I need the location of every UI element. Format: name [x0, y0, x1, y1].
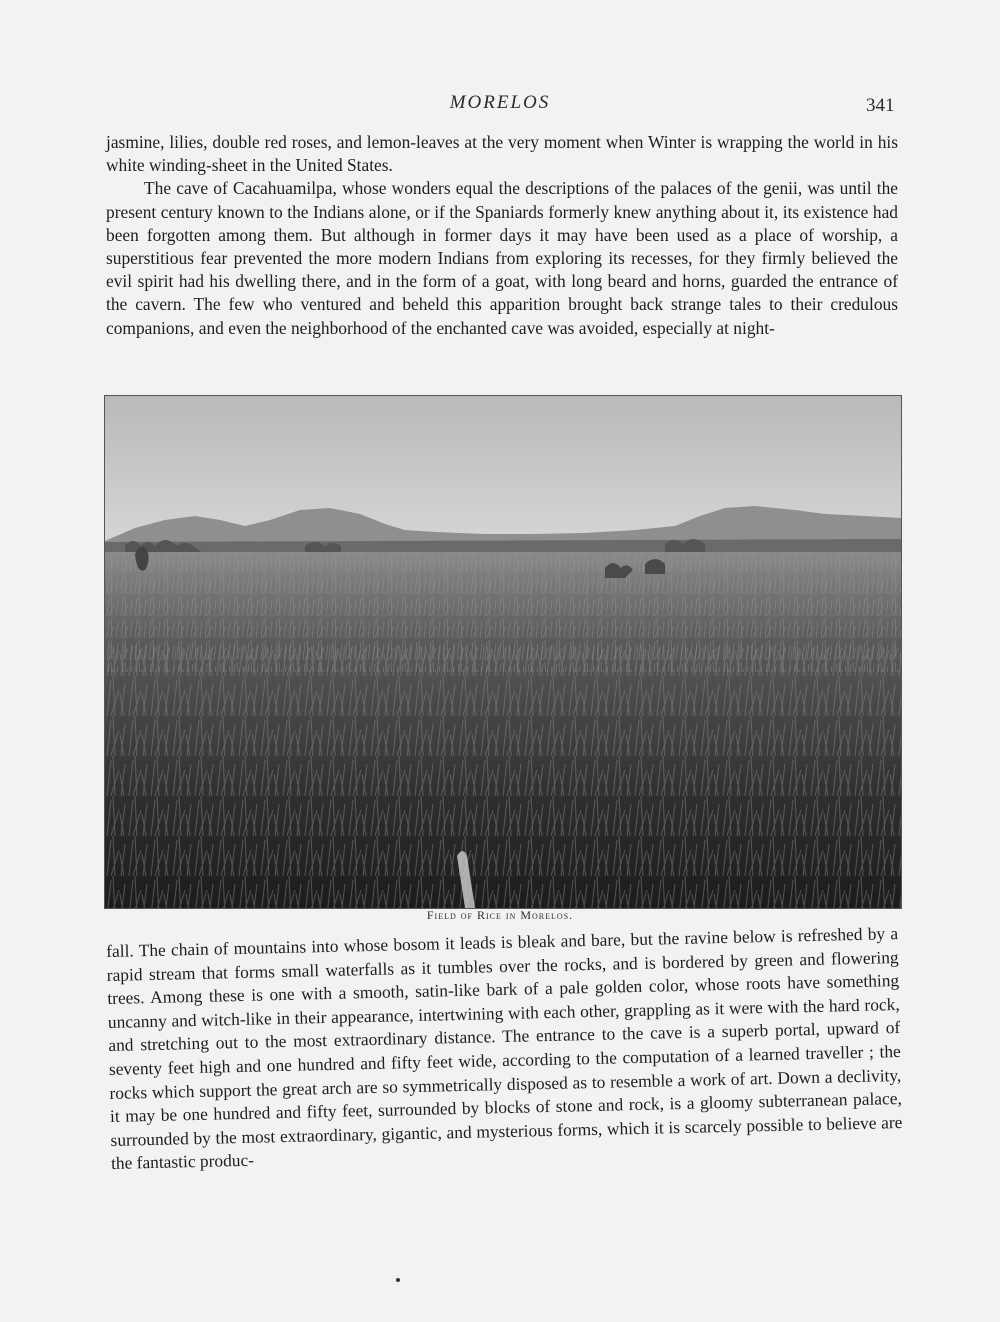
- figure-caption: Field of Rice in Morelos.: [426, 908, 574, 922]
- running-head: [0, 92, 1000, 118]
- ink-speck: [396, 1278, 400, 1282]
- body-text-bottom: [106, 922, 903, 1176]
- paragraph-ravine-and-cave: fall. The chain of mountains into whose bosom it leads is bleak and bare, but the ravine below is refreshed by a rapid stream that forms small waterfalls as it tumbles over the rocks, and is bordered by green and flowering trees. Among these is one with a smooth, satin-like bark of a pale golden color, whose roots have something uncanny and witch-like in their appearance, intertwining with each other, grappling as it were with the hard rock, and stretching out to the most extraordinary distance. The entrance to the cave is a superb portal, upward of seventy feet high and one hundred and fifty feet wide, according to the computation of a learned traveller ; the rocks which support the great arch are so symmetrically disposed as to resemble a work of art. Down a declivity, it may be one hundred and fifty feet, surrounded by blocks of stone and rock, is a gloomy subterranean palace, surrounded by the most extraordinary, gigantic, and mysterious forms, which it is scarcely possible to believe are the fantastic produc-: [106, 923, 903, 1174]
- rice-field-photograph: [104, 395, 902, 909]
- paragraph-cave-of-cacahuamilpa: The cave of Cacahuamilpa, whose wonders equal the descriptions of the palaces of the genii, was until the present century known to the Indians alone, or if the Spaniards formerly knew anything about it, its existence had been forgotten among them. But although in former days it may have been used as a place of worship, a superstitious fear prevented the more modern Indians from exploring its recesses, for they firmly believed the evil spirit had his dwelling there, and in the form of a goat, with long beard and horns, guarded the entrance of the cavern. The few who ventured and beheld this apparition brought back strange tales to their credulous companions, and even the neighborhood of the enchanted cave was avoided, especially at night-: [106, 178, 898, 338]
- page-number: 341: [866, 95, 895, 116]
- paragraph-continuation: jasmine, lilies, double red roses, and lemon-leaves at the very moment when Winter is wrapping the world in his white winding-sheet in the United States.: [106, 132, 898, 176]
- running-title: MORELOS: [449, 92, 551, 113]
- body-text-top: [106, 131, 898, 340]
